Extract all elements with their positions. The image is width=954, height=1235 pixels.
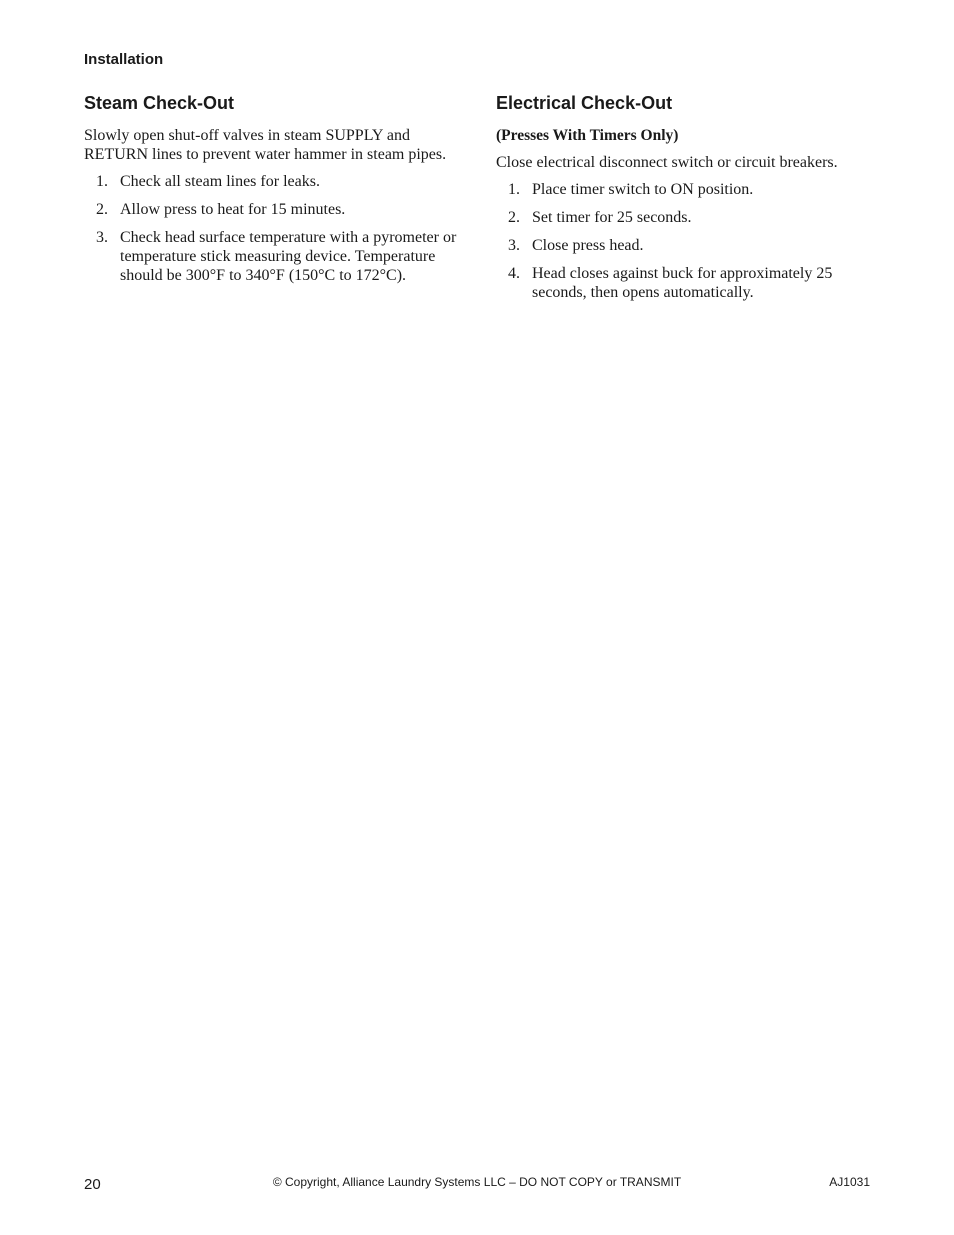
step-text: Place timer switch to ON position. <box>532 181 754 198</box>
page-footer <box>0 1174 954 1194</box>
electrical-subheading: (Presses With Timers Only) <box>496 127 679 144</box>
step-number: 2. <box>508 209 520 226</box>
step-number: 3. <box>508 237 520 254</box>
list-item <box>496 208 874 227</box>
page-number: 20 <box>84 1176 101 1193</box>
step-number: 4. <box>508 265 520 282</box>
list-item <box>84 200 462 219</box>
list-item <box>496 264 874 302</box>
copyright-notice: © Copyright, Alliance Laundry Systems LLC – DO NOT COPY or TRANSMIT <box>272 1175 682 1189</box>
list-item <box>84 172 462 191</box>
step-number: 1. <box>508 181 520 198</box>
step-number: 3. <box>96 229 108 246</box>
steam-heading: Steam Check-Out <box>84 93 235 113</box>
steam-steps-list <box>84 172 462 285</box>
step-number: 2. <box>96 201 108 218</box>
list-item <box>496 180 874 199</box>
list-item <box>84 228 462 285</box>
list-item <box>496 236 874 255</box>
electrical-check-out-column <box>496 92 874 311</box>
step-number: 1. <box>96 173 108 190</box>
steam-check-out-column <box>84 92 462 294</box>
step-text: Check head surface temperature with a pyrometer or temperature stick measuring device. Temperature should be 300°F to 340°F (150°C to 172°C). <box>120 229 457 284</box>
electrical-heading: Electrical Check-Out <box>496 93 673 113</box>
electrical-steps-list <box>496 180 874 302</box>
steam-intro: Slowly open shut-off valves in steam SUPPLY and RETURN lines to prevent water hammer in steam pipes. <box>84 127 447 163</box>
step-text: Close press head. <box>532 237 644 254</box>
section-header: Installation <box>84 51 164 68</box>
step-text: Set timer for 25 seconds. <box>532 209 692 226</box>
step-text: Allow press to heat for 15 minutes. <box>120 201 346 218</box>
document-id: AJ1031 <box>829 1175 870 1189</box>
step-text: Check all steam lines for leaks. <box>120 173 320 190</box>
step-text: Head closes against buck for approximately 25 seconds, then opens automatically. <box>532 265 833 301</box>
electrical-intro: Close electrical disconnect switch or circuit breakers. <box>496 154 838 171</box>
